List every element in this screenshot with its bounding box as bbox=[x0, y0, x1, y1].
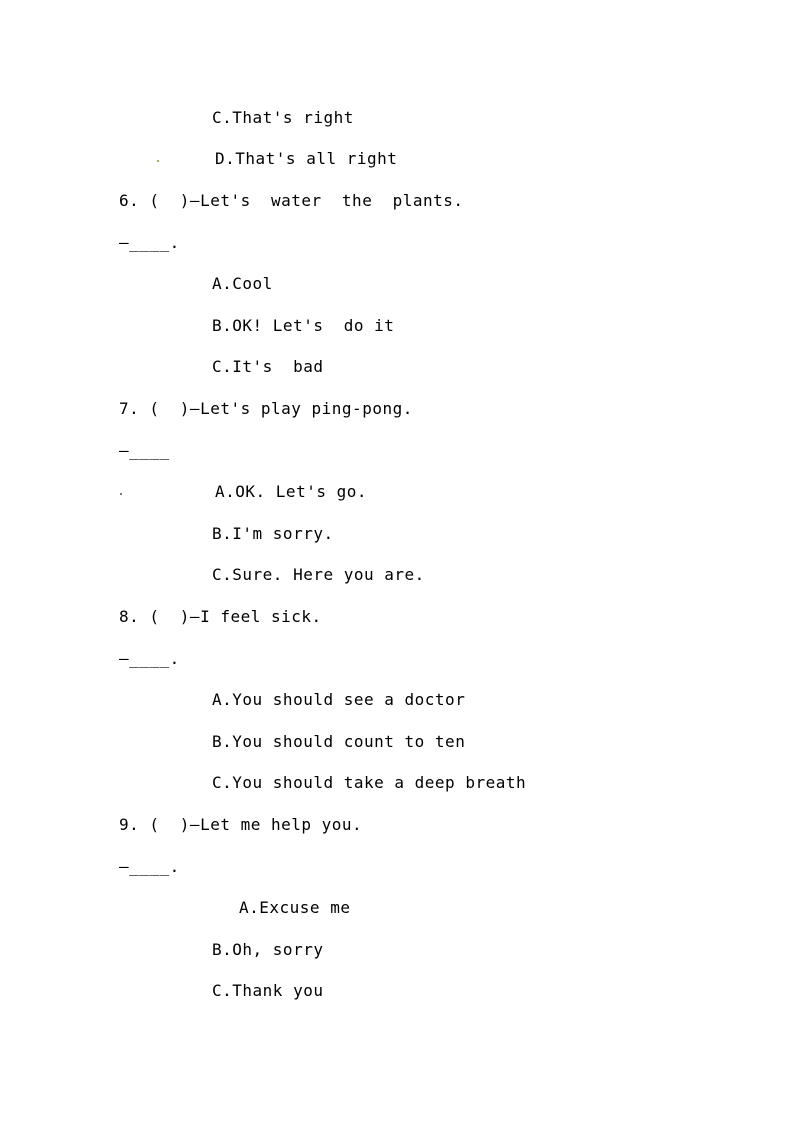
q9-question: 9. ( )—Let me help you. bbox=[119, 815, 363, 834]
q8-option-b: B.You should count to ten bbox=[212, 732, 466, 751]
q9-option-a: A.Excuse me bbox=[239, 898, 351, 917]
q8-option-c: C.You should take a deep breath bbox=[212, 773, 527, 792]
q7-option-a: A.OK. Let's go. bbox=[215, 482, 367, 501]
q8-answer-blank: —____. bbox=[119, 649, 180, 668]
q6-option-b: B.OK! Let's do it bbox=[212, 316, 395, 335]
q6-answer-blank: —____. bbox=[119, 233, 180, 252]
small-dot-mark bbox=[120, 493, 122, 495]
q5-option-d: D.That's all right bbox=[215, 149, 398, 168]
q5-option-c: C.That's right bbox=[212, 108, 354, 127]
q7-answer-blank: —____ bbox=[119, 441, 170, 460]
q8-option-a: A.You should see a doctor bbox=[212, 690, 466, 709]
q9-option-b: B.Oh, sorry bbox=[212, 940, 324, 959]
q6-question: 6. ( )—Let's water the plants. bbox=[119, 191, 464, 210]
q7-option-c: C.Sure. Here you are. bbox=[212, 565, 425, 584]
q7-question: 7. ( )—Let's play ping-pong. bbox=[119, 399, 413, 418]
q6-option-a: A.Cool bbox=[212, 274, 273, 293]
q9-answer-blank: —____. bbox=[119, 857, 180, 876]
green-dot-mark bbox=[157, 160, 159, 162]
q8-question: 8. ( )—I feel sick. bbox=[119, 607, 322, 626]
q7-option-b: B.I'm sorry. bbox=[212, 524, 334, 543]
q9-option-c: C.Thank you bbox=[212, 981, 324, 1000]
q6-option-c: C.It's bad bbox=[212, 357, 324, 376]
